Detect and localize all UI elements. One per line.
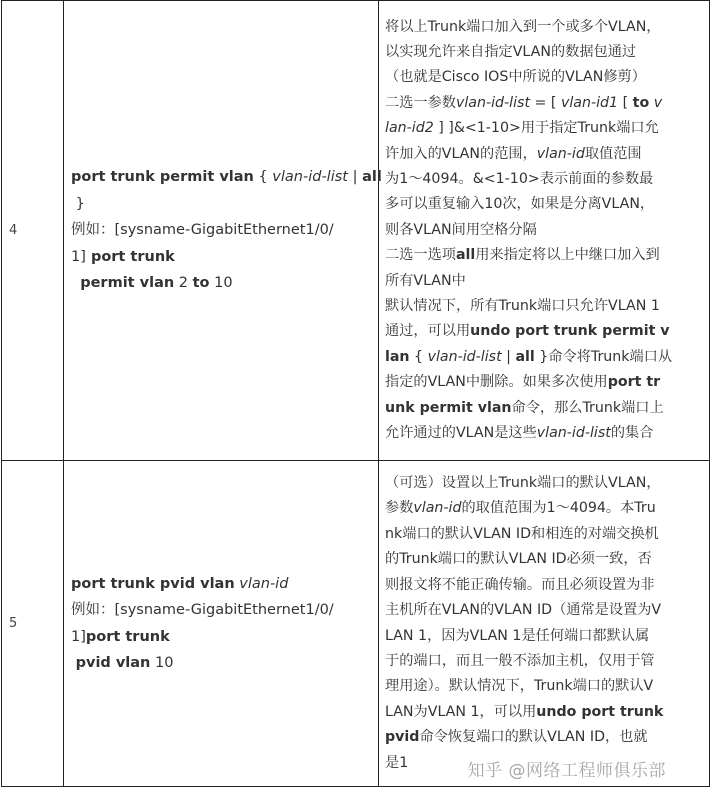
example-line-1: 例如：[sysname-GigabitEthernet1/0/: [71, 602, 334, 618]
command-syntax: port trunk permit vlan { vlan-id-list | all: [71, 169, 382, 186]
command-cell: [64, 461, 379, 787]
example-line-3: permit vlan 2 to 10: [80, 275, 233, 292]
example-line-1: 例如：[sysname-GigabitEthernet1/0/: [71, 222, 334, 239]
example-line-3: pvid vlan 10: [75, 655, 174, 671]
command-syntax-close: }: [75, 195, 85, 212]
description-cell: 将以上Trunk端口加入到一个或多个VLAN， 以实现允许来自指定VLAN的数据包通过 （也就是Cisco IOS中所说的VLAN修剪） 二选一参数vlan-id-list = [ vlan-id1 [ to v lan-id2 ] ]&<1-10>用于指定Trunk端口允 许加入的VLAN的范围，vlan-id取值范围 为1～4094。&<1-10>表示前面的参数最 多可以重复输入10次，如果是分离VLAN， 则各VLAN间用空格分隔 二选一选项all用来指定将以上中继口加入到 所有VLAN中 默认情况下，所有Trunk端口只允许VLAN 1 通过，可以用undo port trunk permit v lan { vlan-id-list | all }命令将Trunk端口从 指定的VLAN中删除。如果多次使用port tr unk permit vlan命令，那么Trunk端口上 允许通过的VLAN是这些vlan-id-list的集合: [379, 1, 710, 461]
description-cell: （可选）设置以上Trunk端口的默认VLAN， 参数vlan-id的取值范围为1～4094。本Tru nk端口的默认VLAN ID和相连的对端交换机 的Trunk端口的默认VLAN ID必须一致，否 则报文将不能正确传输。而且必须设置为非 主机所在VLAN的VLAN ID（通常是设置为V LAN 1，因为VLAN 1是任何端口都默认属 于的端口，而且一般不添加主机，仅用于管 理用途）。默认情况下，Trunk端口的默认V LAN为VLAN 1，可以用undo port trunk pvid命令恢复端口的默认VLAN ID，也就 是1: [379, 461, 710, 787]
command-syntax: port trunk pvid vlan vlan-id: [71, 575, 289, 592]
row-number: 4: [2, 1, 64, 461]
table-row: [2, 461, 710, 787]
row-number: 5: [2, 461, 64, 787]
watermark: 知乎 @网络工程师俱乐部: [467, 761, 666, 781]
command-table: [1, 0, 710, 787]
example-line-2: 1] port trunk: [71, 248, 175, 265]
command-cell: [64, 1, 382, 461]
example-line-2: 1]port trunk: [71, 628, 170, 645]
table-row: [2, 1, 710, 461]
